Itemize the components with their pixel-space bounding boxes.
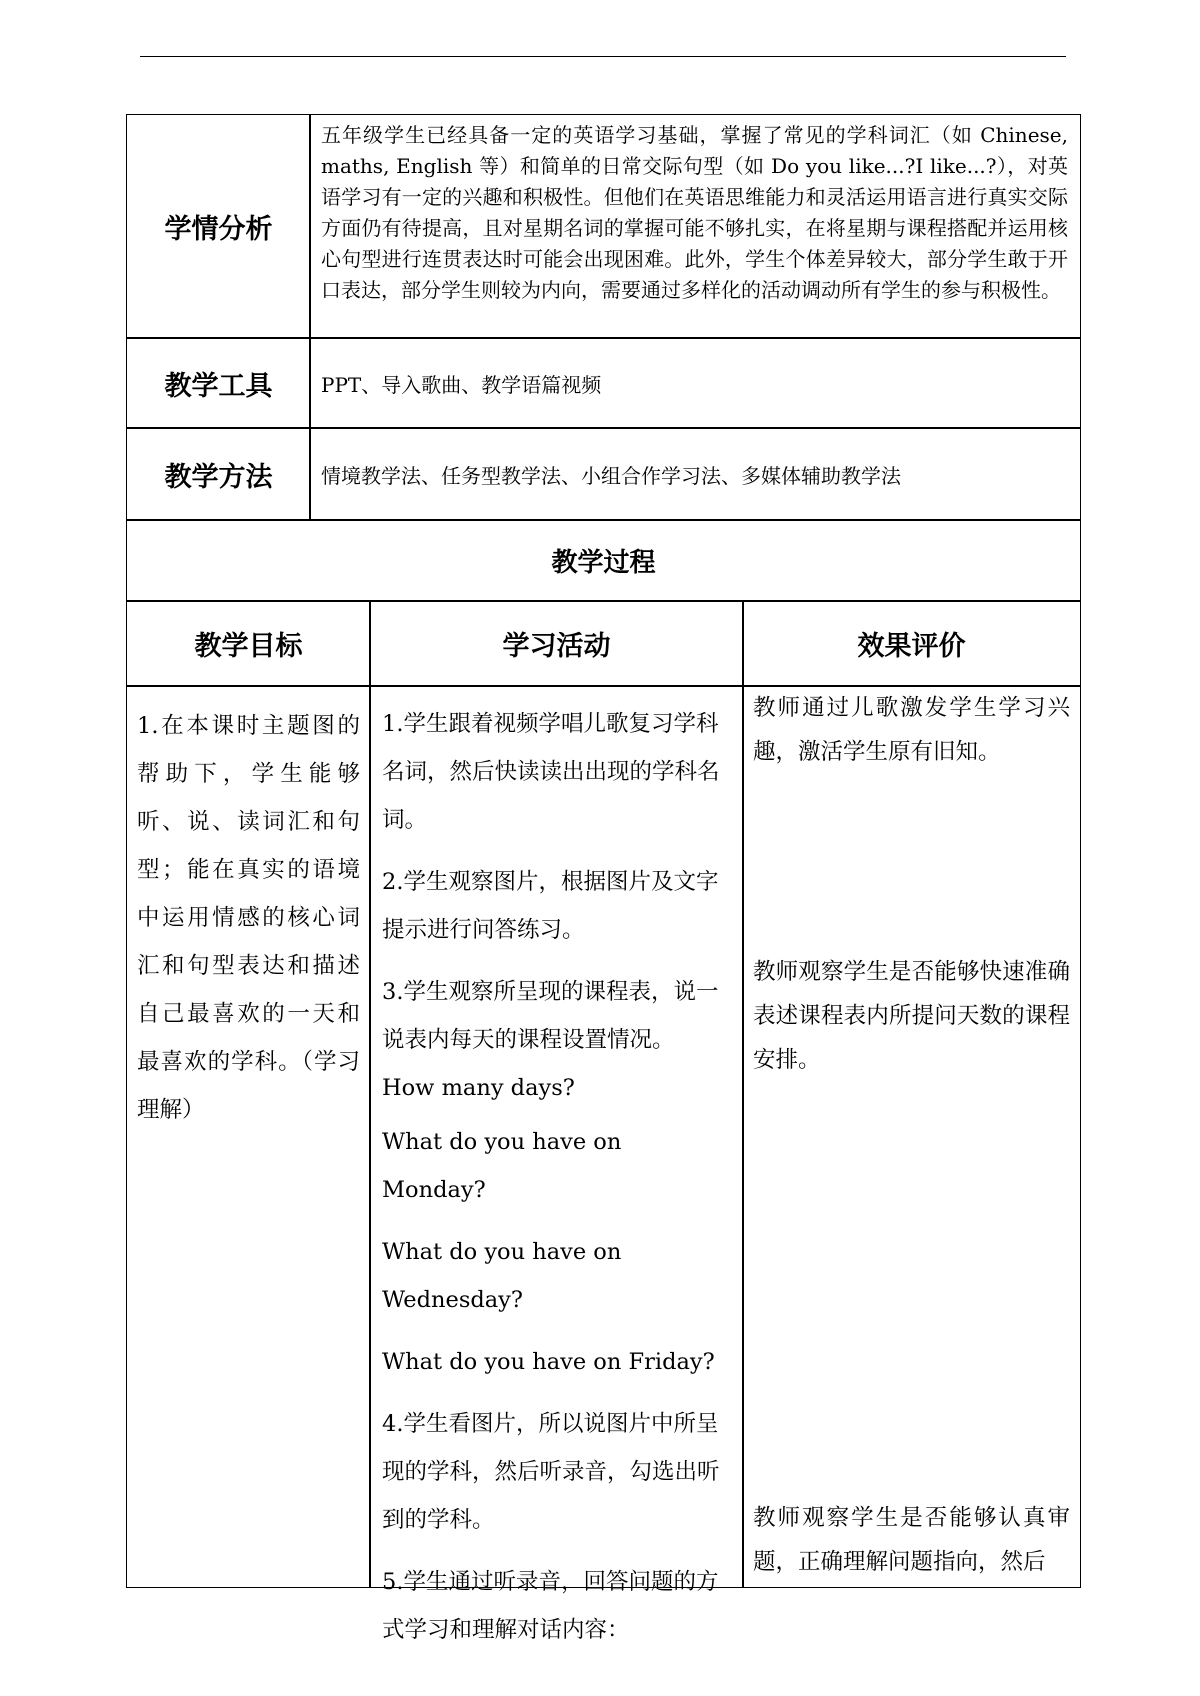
tools-label: 教学工具 xyxy=(126,337,311,429)
process-title: 教学过程 xyxy=(126,519,1081,602)
column-header-goal: 教学目标 xyxy=(126,600,371,687)
evaluation-item: 教师观察学生是否能够认真审题，正确理解问题指向，然后 xyxy=(753,1505,1070,1575)
activity-cell xyxy=(369,685,744,1643)
column-header-evaluation: 效果评价 xyxy=(742,600,1081,687)
situation-text: 五年级学生已经具备一定的英语学习基础，掌握了常见的学科词汇（如 Chinese, maths, English 等）和简单的日常交际句型（如 Do you like...?I like...?），对英语学习有一定的兴趣和积极性。但他们在英语思维能力和灵活运用语言进行真实交际方面仍有待提高，且对星期名词的掌握可能不够扎实，在将星期与课程搭配并运用核心句型进行连贯表达时可能会出现困难。此外，学生个体差异较大，部分学生敢于开口表达，部分学生则较为内向，需要通过多样化的活动调动所有学生的参与积极性。 xyxy=(321,123,1068,302)
evaluation-item: 教师通过儿歌激发学生学习兴趣，激活学生原有旧知。 xyxy=(753,695,1070,765)
methods-cell xyxy=(309,427,1081,521)
situation-label: 学情分析 xyxy=(126,114,311,339)
question-item: What do you have on Wednesday? xyxy=(382,1239,622,1313)
tools-cell xyxy=(309,337,1081,429)
column-header-activity: 学习活动 xyxy=(369,600,744,687)
goal-text: 1.在本课时主题图的帮助下，学生能够听、说、读词汇和句型；能在真实的语境中运用情感的核心词汇和句型表达和描述自己最喜欢的一天和最喜欢的学科。（学习理解） xyxy=(137,713,360,1123)
goal-cell xyxy=(126,685,371,1588)
methods-label: 教学方法 xyxy=(126,427,311,521)
header-rule xyxy=(140,56,1066,57)
question-item: What do you have on Friday? xyxy=(382,1349,715,1375)
evaluation-item: 教师观察学生是否能够快速准确表述课程表内所提问天数的课程安排。 xyxy=(753,959,1070,1073)
activity-item: 2.学生观察图片，根据图片及文字提示进行问答练习。 xyxy=(382,869,719,943)
question-item: What do you have on Monday? xyxy=(382,1129,622,1203)
activity-item: 5.学生通过听录音，回答问题的方式学习和理解对话内容： xyxy=(382,1569,719,1643)
evaluation-cell xyxy=(742,685,1081,1588)
tools-text: PPT、导入歌曲、教学语篇视频 xyxy=(321,372,602,397)
methods-text: 情境教学法、任务型教学法、小组合作学习法、多媒体辅助教学法 xyxy=(321,463,901,488)
situation-cell xyxy=(309,114,1081,339)
activity-item: 1.学生跟着视频学唱儿歌复习学科名词，然后快读读出出现的学科名词。 xyxy=(382,711,720,833)
activity-item: 3.学生观察所呈现的课程表，说一说表内每天的课程设置情况。 xyxy=(382,979,719,1053)
activity-item: 4.学生看图片，所以说图片中所呈现的学科，然后听录音，勾选出听到的学科。 xyxy=(382,1411,720,1533)
question-item: How many days? xyxy=(382,1075,575,1101)
